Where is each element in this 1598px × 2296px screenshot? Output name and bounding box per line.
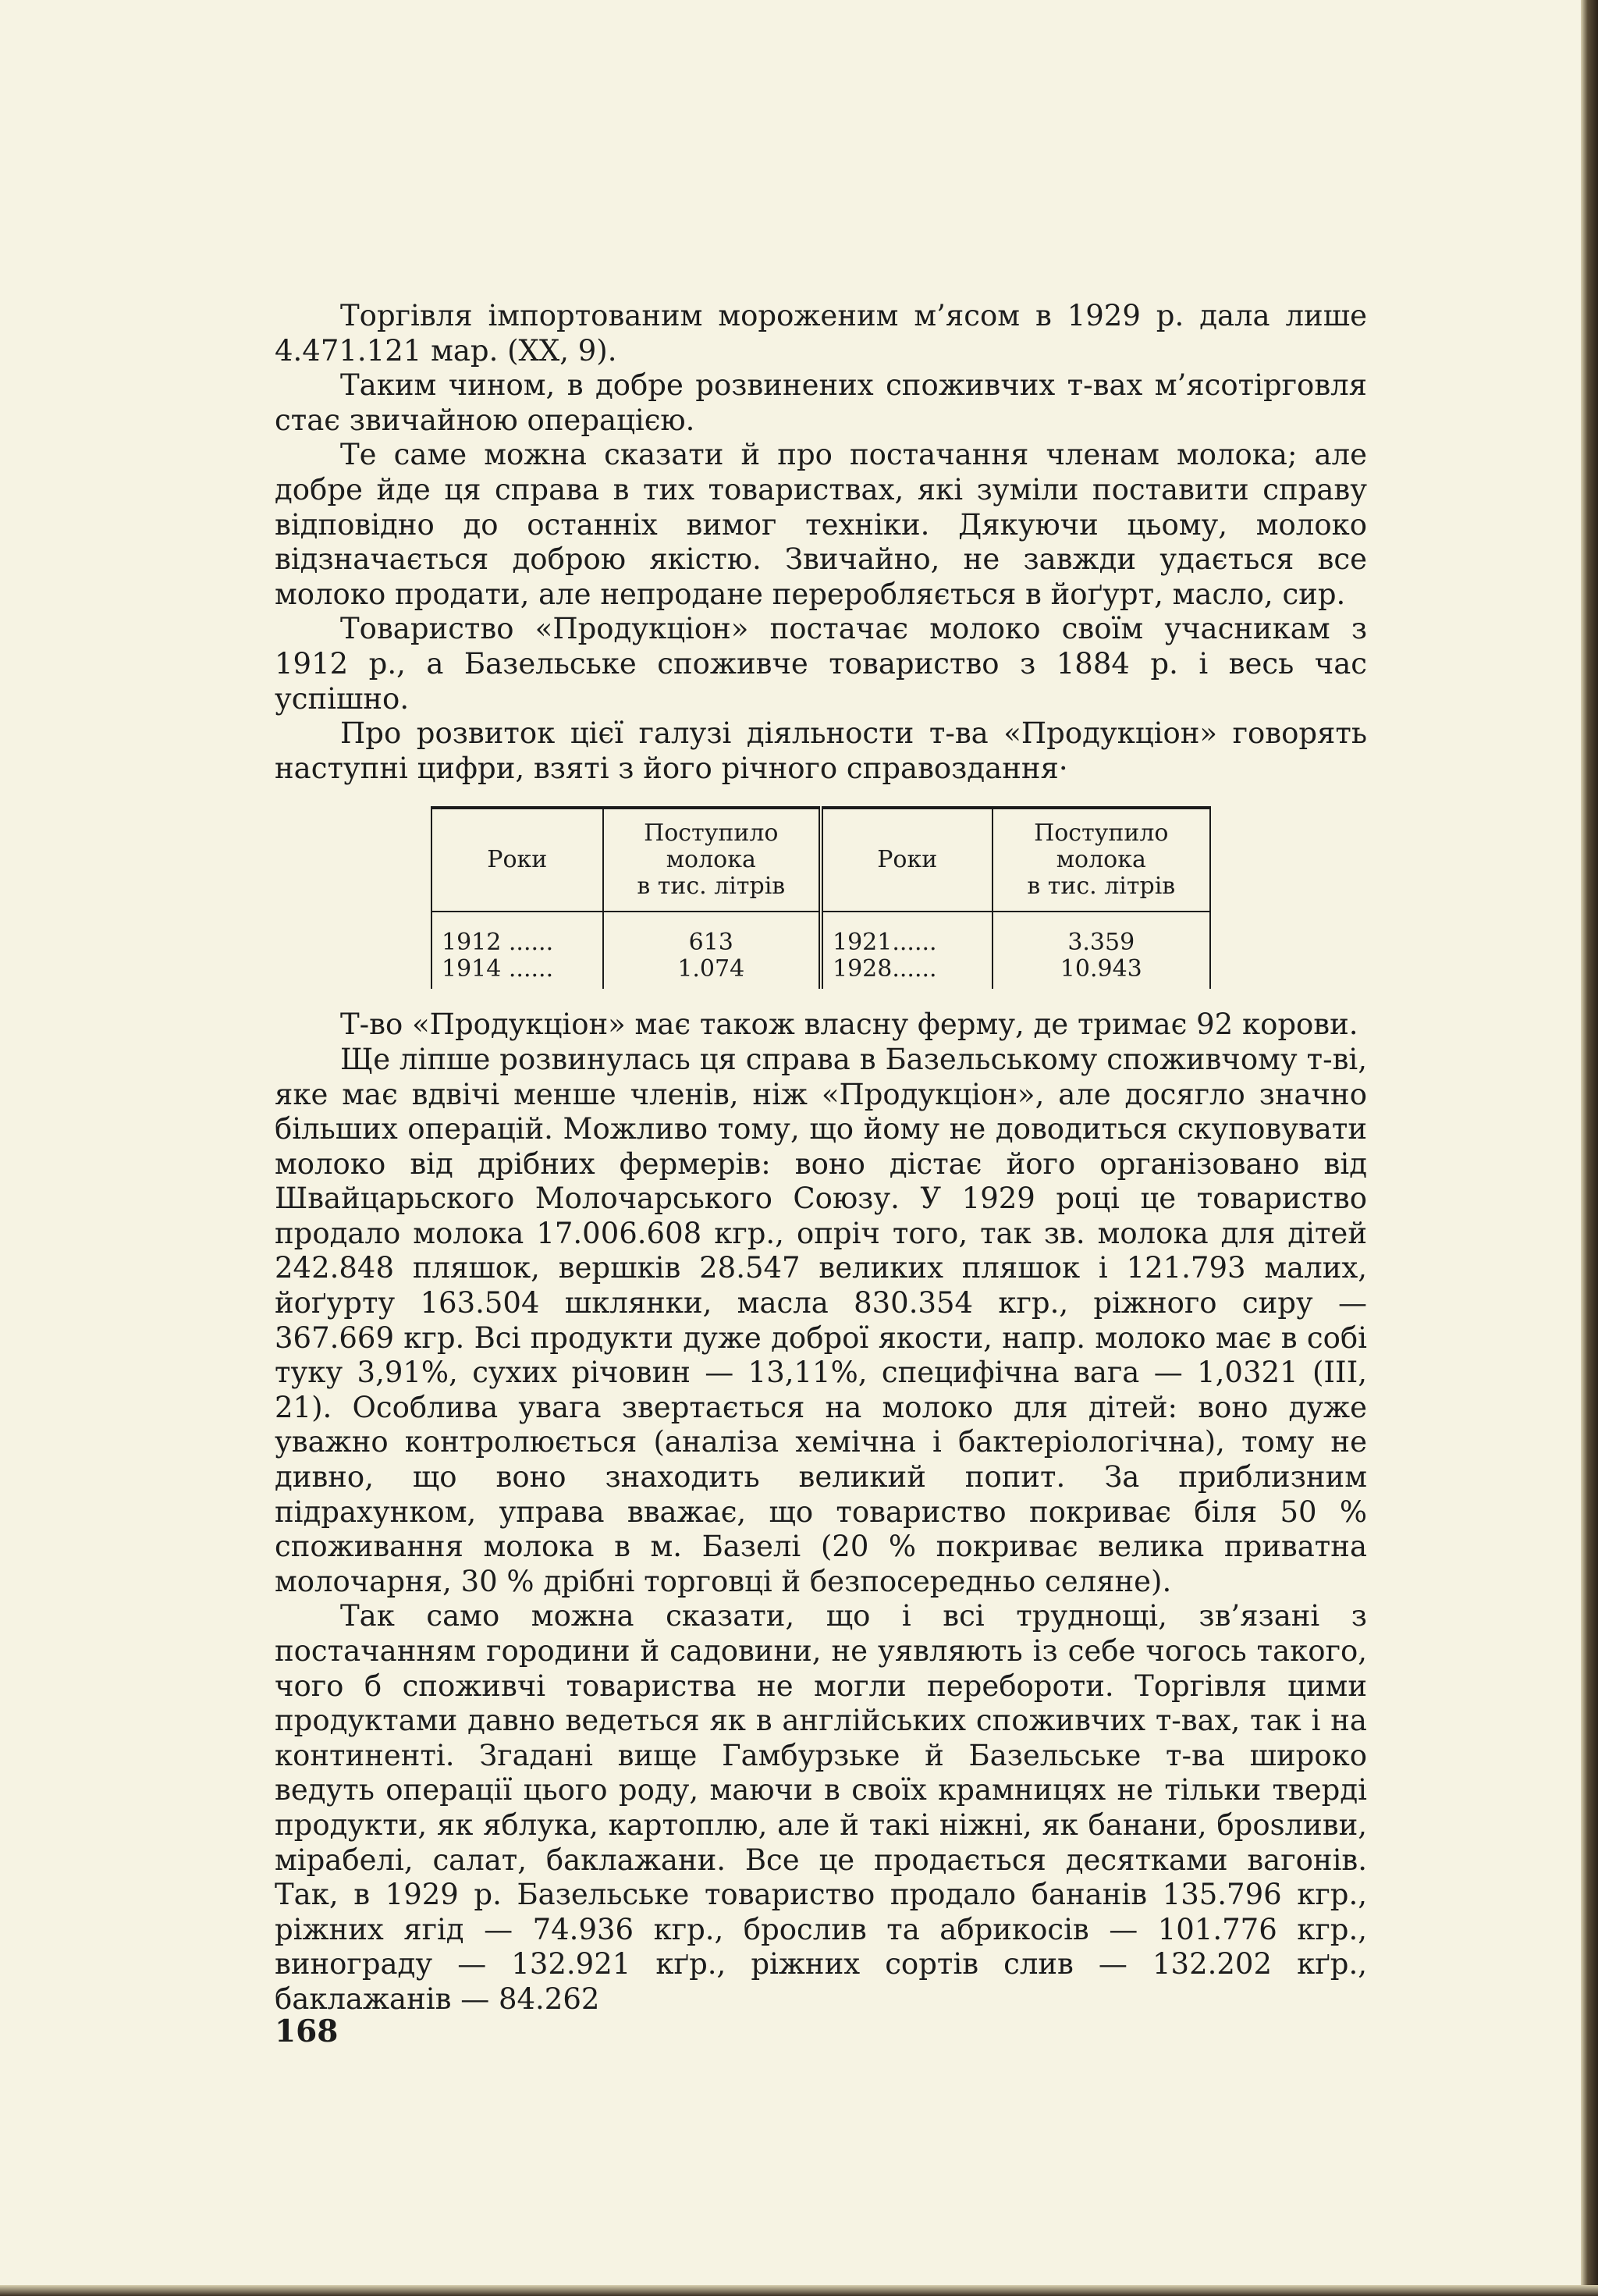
- milk-supply-table: [431, 806, 1211, 989]
- paragraph: Таким чином, в добре розвинених споживчих т-вах м’ясотірговля стає звичайною операцією.: [275, 368, 1367, 437]
- column-header-milk: [993, 808, 1210, 912]
- cell-value: 1.074: [603, 956, 821, 989]
- column-header-milk: [603, 808, 821, 912]
- header-line: в тис. літрів: [1027, 873, 1176, 901]
- cell-year: 1912 ......: [431, 912, 603, 956]
- paragraph: Торгівля імпортованим мороженим м’ясом в 1929 р. дала лише 4.471.121 мар. (XX, 9).: [275, 299, 1367, 368]
- paragraph: Про розвиток цієї галузі діяльности т-ва «Продукціон» говорять наступні цифри, взяті з його річного справоздання·: [275, 716, 1367, 785]
- column-header-years: Роки: [431, 808, 603, 912]
- milk-table-wrapper: [275, 806, 1367, 989]
- paragraph: Те саме можна сказати й про постачання членам молока; але добре йде ця справа в тих товариствах, які зуміли поставити справу відповідно до останніх вимог техніки. Дякуючи цьому, молоко відзначається доброю якістю. Звичайно, не завжди удається все молоко продати, але непродане переробляється в йоґурт, масло, сир.: [275, 438, 1367, 611]
- page-edge: [1581, 0, 1598, 2296]
- table-row: [431, 956, 1210, 989]
- header-line: в тис. літрів: [637, 873, 786, 901]
- cell-year: 1914 ......: [431, 956, 603, 989]
- paragraph: Т-во «Продукціон» має також власну ферму, де тримає 92 корови.: [340, 1008, 1358, 1042]
- cell-value: 613: [603, 912, 821, 956]
- cell-value: 10.943: [993, 956, 1210, 989]
- table-header-row: [431, 808, 1210, 912]
- header-line: молока: [666, 846, 756, 874]
- cell-value: 3.359: [993, 912, 1210, 956]
- cell-year: 1921......: [821, 912, 993, 956]
- paragraph: Товариство «Продукціон» постачає молоко своїм учасникам з 1912 р., а Базельське споживче товариство з 1884 р. і весь час успішно.: [275, 612, 1367, 716]
- header-line: Поступило: [644, 819, 779, 848]
- paragraph: Так само можна сказати, що і всі труднощі, зв’язані з постачанням городини й садовини, не уявляють із себе чогось такого, чого б споживчі товариства не могли перебороти. Торгівля цими продуктами давно ведеться як в англійських споживчих т-вах, так і на континенті. Згадані вище Гамбурзьке й Базельське т-ва широко ведуть операції цього роду, маючи в своїх крамницях не тільки тверді продукти, як яблука, картоплю, але й такі ніжні, як банани, брosливи, мірабелі, салат, баклажани. Все це продається десятками вагонів. Так, в 1929 р. Базельське товариство продало бананів 135.796 кгр., ріжних ягід — 74.936 кгр., брослив та абрикосів — 101.776 кгр., винограду — 132.921 кґр., ріжних сортів слив — 132.202 кґр., баклажанів — 84.262: [275, 1599, 1367, 2016]
- header-line: молока: [1056, 846, 1146, 874]
- cell-year: 1928......: [821, 956, 993, 989]
- body-text: [275, 299, 1367, 2017]
- page-edge-bottom: [0, 2285, 1598, 2296]
- header-line: Поступило: [1034, 819, 1169, 848]
- paragraph: Ще ліпше розвинулась ця справа в Базельському споживчому т-ві, яке має вдвічі менше членів, ніж «Продукціон», але досягло значно більших операцій. Можливо тому, що йому не доводиться скуповувати молоко від дрібних фермерів: воно дістає його організовано від Швайцарьского Молочарського Союзу. У 1929 році це товариство продало молока 17.006.608 кгр., опріч того, так зв. молока для дітей 242.848 пляшок, вершків 28.547 великих пляшок і 121.793 малих, йоґурту 163.504 шклянки, масла 830.354 кгр., ріжного сиру — 367.669 кгр. Всі продукти дуже доброї якости, напр. молоко має в собі туку 3,91%, сухих річовин — 13,11%, специфічна вага — 1,0321 (III, 21). Особлива увага звертається на молоко для дітей: воно дуже уважно контролюється (аналіза хемічна і бактеріологічна), тому не дивно, що воно знаходить великий попит. За приблизним підрахунком, управа вважає, що товариство покриває біля 50 % споживання молока в м. Базелі (20 % покриває велика приватна молочарня, 30 % дрібні торговці й безпосередньо селяне).: [275, 1042, 1367, 1598]
- page-number: 168: [275, 2013, 339, 2049]
- column-header-years: Роки: [821, 808, 993, 912]
- table-row: [431, 912, 1210, 956]
